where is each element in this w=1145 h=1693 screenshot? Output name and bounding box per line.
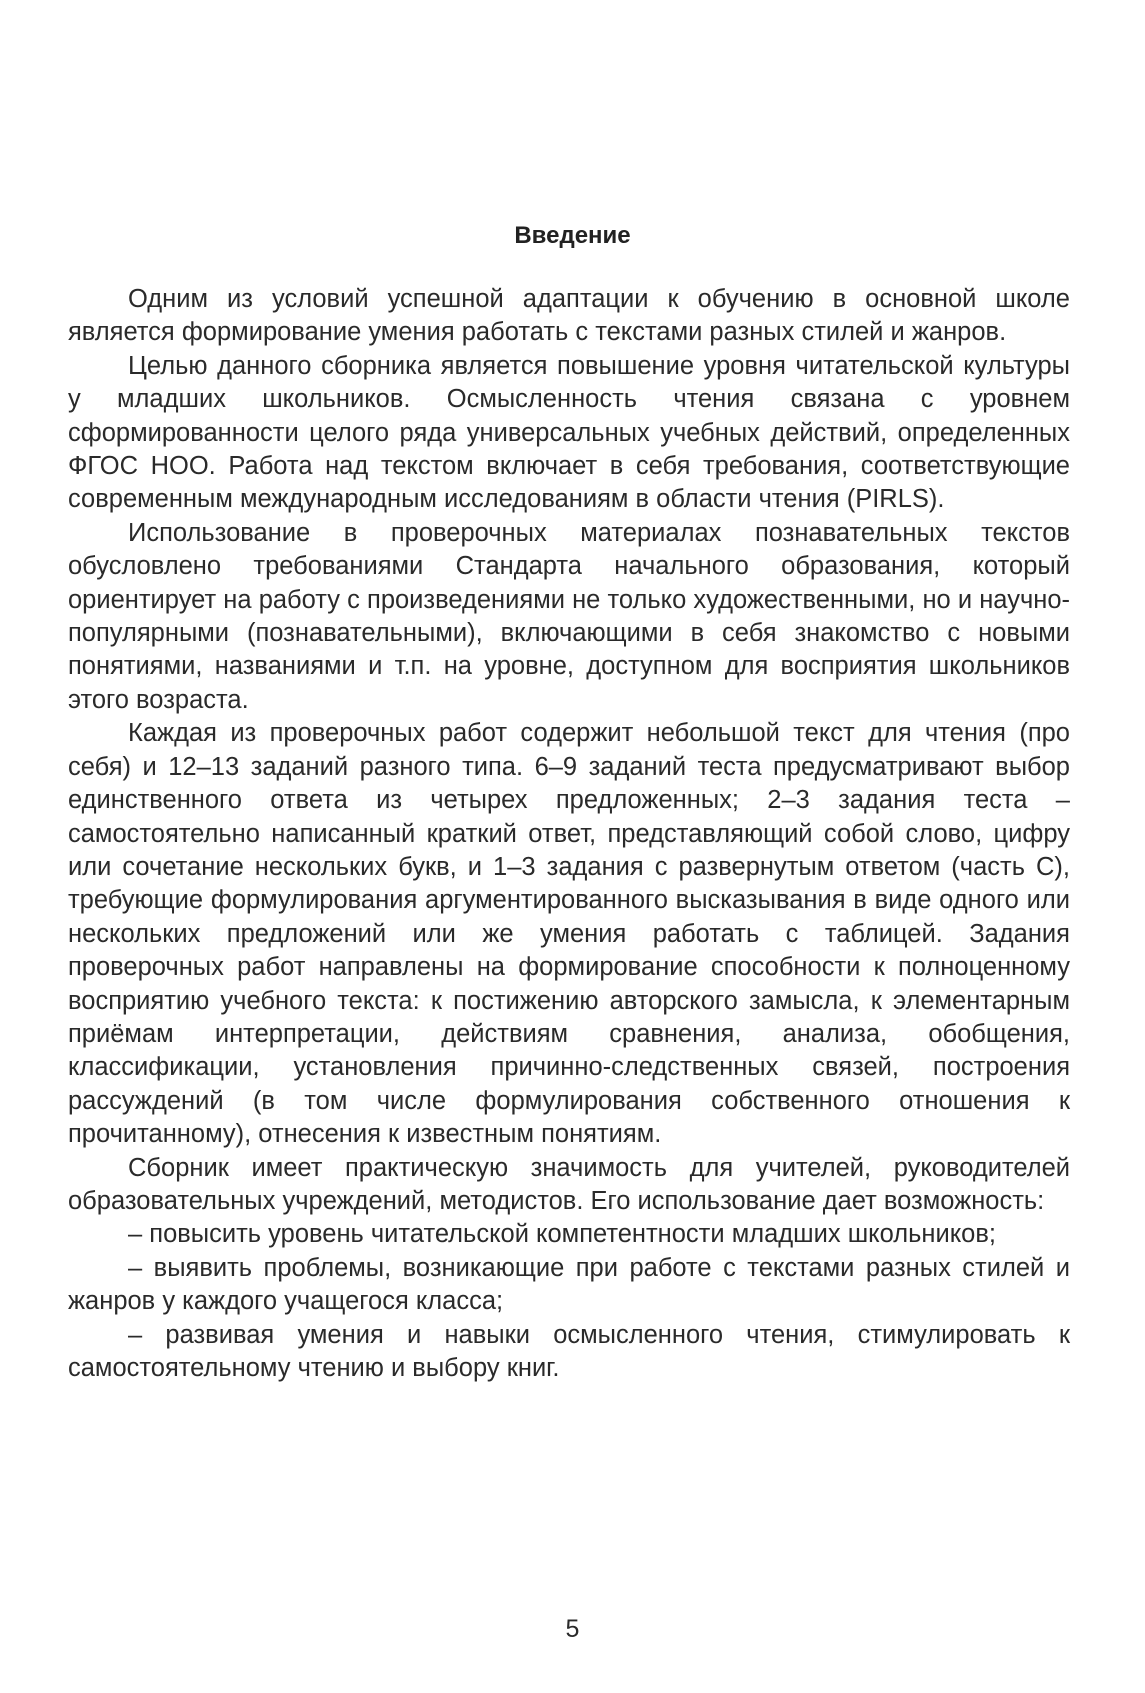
paragraph: Использование в проверочных материалах познавательных текстов обусловлено требованиями Стандарта начального образования, который ориентирует на работу с произведениями не только художественными, но и научно-популярными (познавательными), включающими в себя знакомство с новыми понятиями, названиями и т.п. на уровне, доступном для восприятия школьников этого возраста. [68,518,1070,714]
page-title: Введение [514,222,631,249]
list-item: – повысить уровень читательской компетентности младших школьников; [128,1220,996,1249]
paragraph: Сборник имеет практическую значимость для учителей, руководителей образовательных учреждений, методистов. Его использование дает возможность: [68,1153,1070,1215]
body-text [68,283,1070,1385]
paragraph: Каждая из проверочных работ содержит небольшой текст для чтения (про себя) и 12–13 заданий разного типа. 6–9 заданий теста предусматривают выбор единственного ответа из четырех предложенных; 2–3 задания теста – самостоятельно написанный краткий ответ, представляющий собой слово, цифру или сочетание нескольких букв, и 1–3 задания с развернутым ответом (часть С), требующие формулирования аргументированного высказывания в виде одного или нескольких предложений или же умения работать с таблицей. Задания проверочных работ направлены на формирование способности к полноценному восприятию учебного текста: к постижению авторского замысла, к элементарным приёмам интерпретации, действиям сравнения, анализа, обобщения, классификации, установления причинно-следственных связей, построения рассуждений (в том числе формулирования собственного отношения к прочитанному), отнесения к известным понятиям. [68,719,1070,1149]
paragraph: Одним из условий успешной адаптации к обучению в основной школе является формирование умения работать с текстами разных стилей и жанров. [68,285,1070,347]
list-item: – выявить проблемы, возникающие при работе с текстами разных стилей и жанров у каждого учащегося класса; [68,1253,1070,1316]
page-number: 5 [565,1615,580,1643]
paragraph: Целью данного сборника является повышение уровня читательской культуры у младших школьников. Осмысленность чтения связана с уровнем сформированности целого ряда универсальных учебных действий, определенных ФГОС НОО. Работа над текстом включает в себя требования, соответствующие современным международным исследованиям в области чтения (PIRLS). [68,351,1070,514]
list-item: – развивая умения и навыки осмысленного чтения, стимулировать к самостоятельному чтению и выбору книг. [68,1320,1070,1382]
